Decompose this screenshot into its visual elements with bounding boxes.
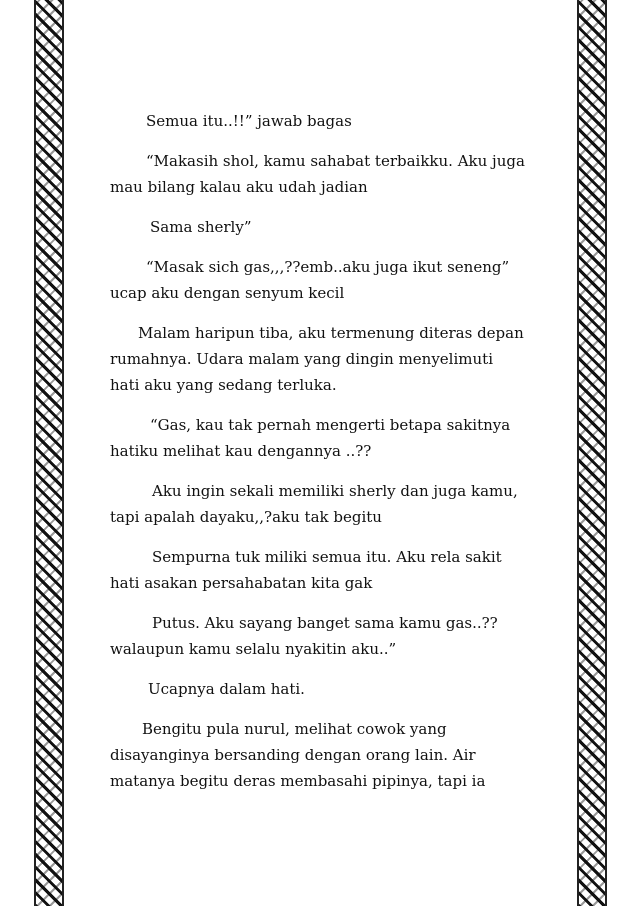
text-line: “Makasih shol, kamu sahabat terbaikku. Aku juga — [146, 152, 525, 170]
text-line: Putus. Aku sayang banget sama kamu gas..?? — [152, 614, 498, 632]
document-body — [110, 108, 540, 808]
paragraph — [110, 610, 540, 662]
text-line: Sempurna tuk miliki semua itu. Aku rela sakit — [152, 548, 502, 566]
paragraph — [110, 108, 540, 134]
paragraph — [110, 716, 540, 794]
paragraph — [110, 320, 540, 398]
text-line: disayanginya bersanding dengan orang lain. Air — [110, 746, 476, 764]
text-line: Semua itu..!!” jawab bagas — [146, 112, 352, 130]
text-line: hati asakan persahabatan kita gak — [110, 574, 373, 592]
paragraph — [110, 254, 540, 306]
text-line: Bengitu pula nurul, melihat cowok yang — [142, 720, 447, 738]
text-line: rumahnya. Udara malam yang dingin menyelimuti — [110, 350, 493, 368]
text-line: mau bilang kalau aku udah jadian — [110, 178, 368, 196]
text-line: walaupun kamu selalu nyakitin aku..” — [110, 640, 397, 658]
text-line: hatiku melihat kau dengannya ..?? — [110, 442, 372, 460]
paragraph — [110, 148, 540, 200]
text-line: “Masak sich gas,,,??emb..aku juga ikut seneng” — [146, 258, 510, 276]
paragraph — [110, 676, 540, 702]
decorative-border-left — [34, 0, 64, 906]
text-line: matanya begitu deras membasahi pipinya, tapi ia — [110, 772, 486, 790]
text-line: Ucapnya dalam hati. — [148, 680, 305, 698]
text-line: “Gas, kau tak pernah mengerti betapa sakitnya — [150, 416, 511, 434]
paragraph — [110, 478, 540, 530]
paragraph — [110, 214, 540, 240]
paragraph — [110, 412, 540, 464]
paragraph — [110, 544, 540, 596]
text-line: Aku ingin sekali memiliki sherly dan juga kamu, — [152, 482, 518, 500]
text-line: ucap aku dengan senyum kecil — [110, 284, 345, 302]
text-line: Malam haripun tiba, aku termenung diteras depan — [138, 324, 524, 342]
text-line: Sama sherly” — [150, 218, 252, 236]
text-line: hati aku yang sedang terluka. — [110, 376, 337, 394]
text-line: tapi apalah dayaku,,?aku tak begitu — [110, 508, 382, 526]
decorative-border-right — [577, 0, 607, 906]
